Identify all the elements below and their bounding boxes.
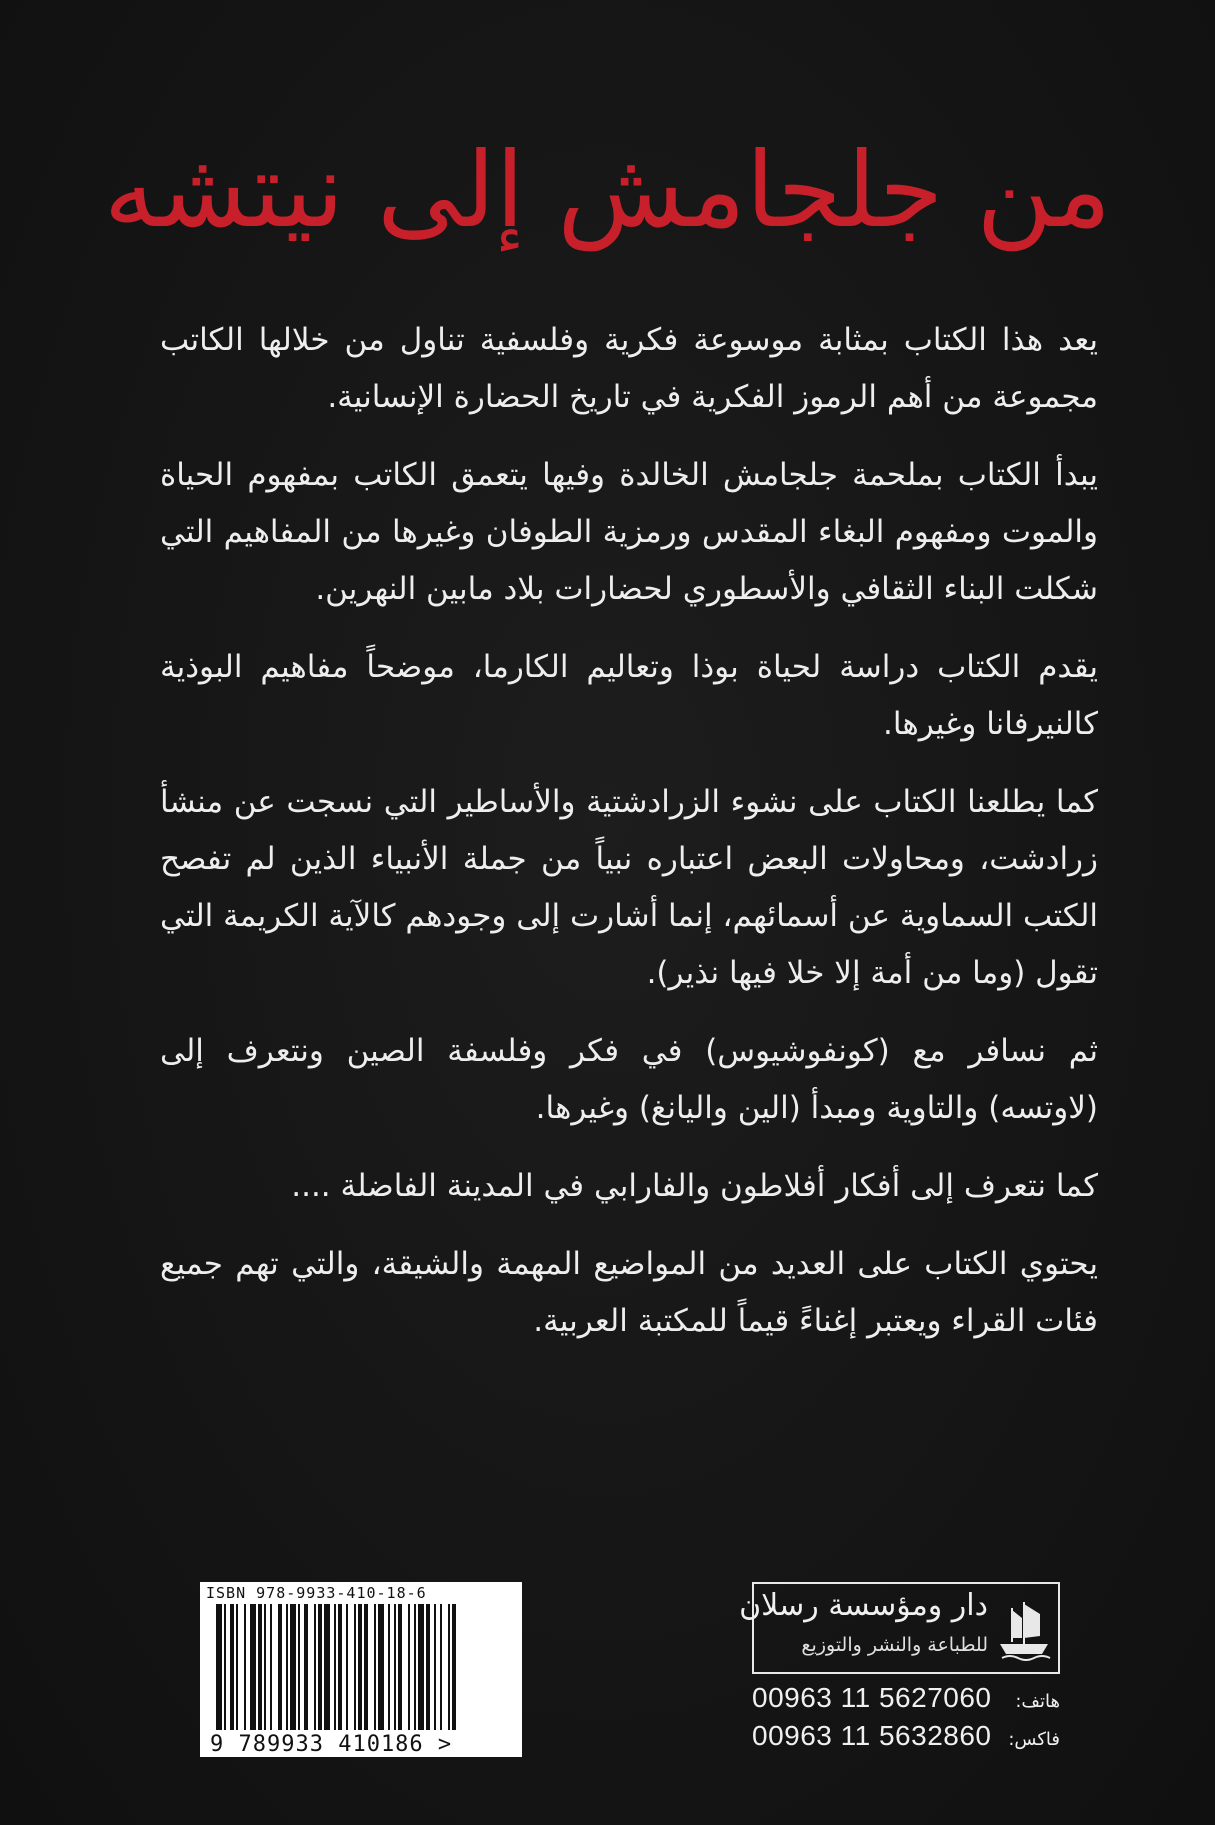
blurb-paragraph: يعد هذا الكتاب بمثابة موسوعة فكرية وفلسفية تناول من خلالها الكاتب مجموعة من أهم الرموز الفكرية في تاريخ الحضارة الإنسانية.: [160, 322, 1098, 415]
blurb-paragraph: يقدم الكتاب دراسة لحياة بوذا وتعاليم الكارما، موضحاً مفاهيم البوذية كالنيرفانا وغيرها.: [160, 649, 1098, 742]
book-title: من جلجامش إلى نيتشه: [103, 129, 1112, 251]
blurb-paragraph: ثم نسافر مع (كونفوشيوس) في فكر وفلسفة الصين ونتعرف إلى (لاوتسه) والتاوية ومبدأ (الين واليانغ) وغيرها.: [160, 1033, 1098, 1126]
isbn-label: ISBN 978-9933-410-18-6: [206, 1584, 427, 1602]
isbn-barcode: [200, 1582, 522, 1757]
blurb-paragraph: كما يطلعنا الكتاب على نشوء الزرادشتية والأساطير التي نسجت عن منشأ زرادشت، ومحاولات البعض اعتباره نبياً من جملة الأنبياء الذين لم تفصح الكتب السماوية عن أسمائهم، إنما أشارت إلى وجودهم كالآية الكريمة التي تقول (وما من أمة إلا خلا فيها نذير).: [160, 784, 1098, 991]
blurb-paragraph: يبدأ الكتاب بملحمة جلجامش الخالدة وفيها يتعمق الكاتب بمفهوم الحياة والموت ومفهوم البغاء المقدس ورمزية الطوفان وغيرها من المفاهيم التي شكلت البناء الثقافي والأسطوري لحضارات بلاد مابين النهرين.: [160, 457, 1098, 607]
ship-icon: [996, 1594, 1052, 1664]
barcode-bars: [216, 1604, 508, 1730]
fax-number: 00963 11 5632860: [752, 1720, 992, 1751]
blurb: [160, 312, 1098, 1371]
blurb-paragraph: يحتوي الكتاب على العديد من المواضيع المهمة والشيقة، والتي تهم جميع فئات القراء ويعتبر إغناءً قيماً للمكتبة العربية.: [160, 1246, 1098, 1339]
fax-label: فاكس:: [1008, 1729, 1060, 1750]
blurb-paragraph: كما نتعرف إلى أفكار أفلاطون والفارابي في المدينة الفاضلة ....: [291, 1168, 1098, 1204]
barcode-digits: 9 789933 410186 >: [210, 1732, 453, 1757]
phone-label: هاتف:: [1015, 1691, 1060, 1712]
phone-number: 00963 11 5627060: [752, 1682, 992, 1713]
publisher-logo-box: [739, 1582, 1060, 1674]
fax-row: [752, 1720, 1060, 1752]
publisher-subtitle: للطباعة والنشر والتوزيع: [801, 1634, 988, 1656]
publisher-name: دار ومؤسسة رسلان: [739, 1588, 988, 1623]
phone-row: [752, 1682, 1060, 1714]
